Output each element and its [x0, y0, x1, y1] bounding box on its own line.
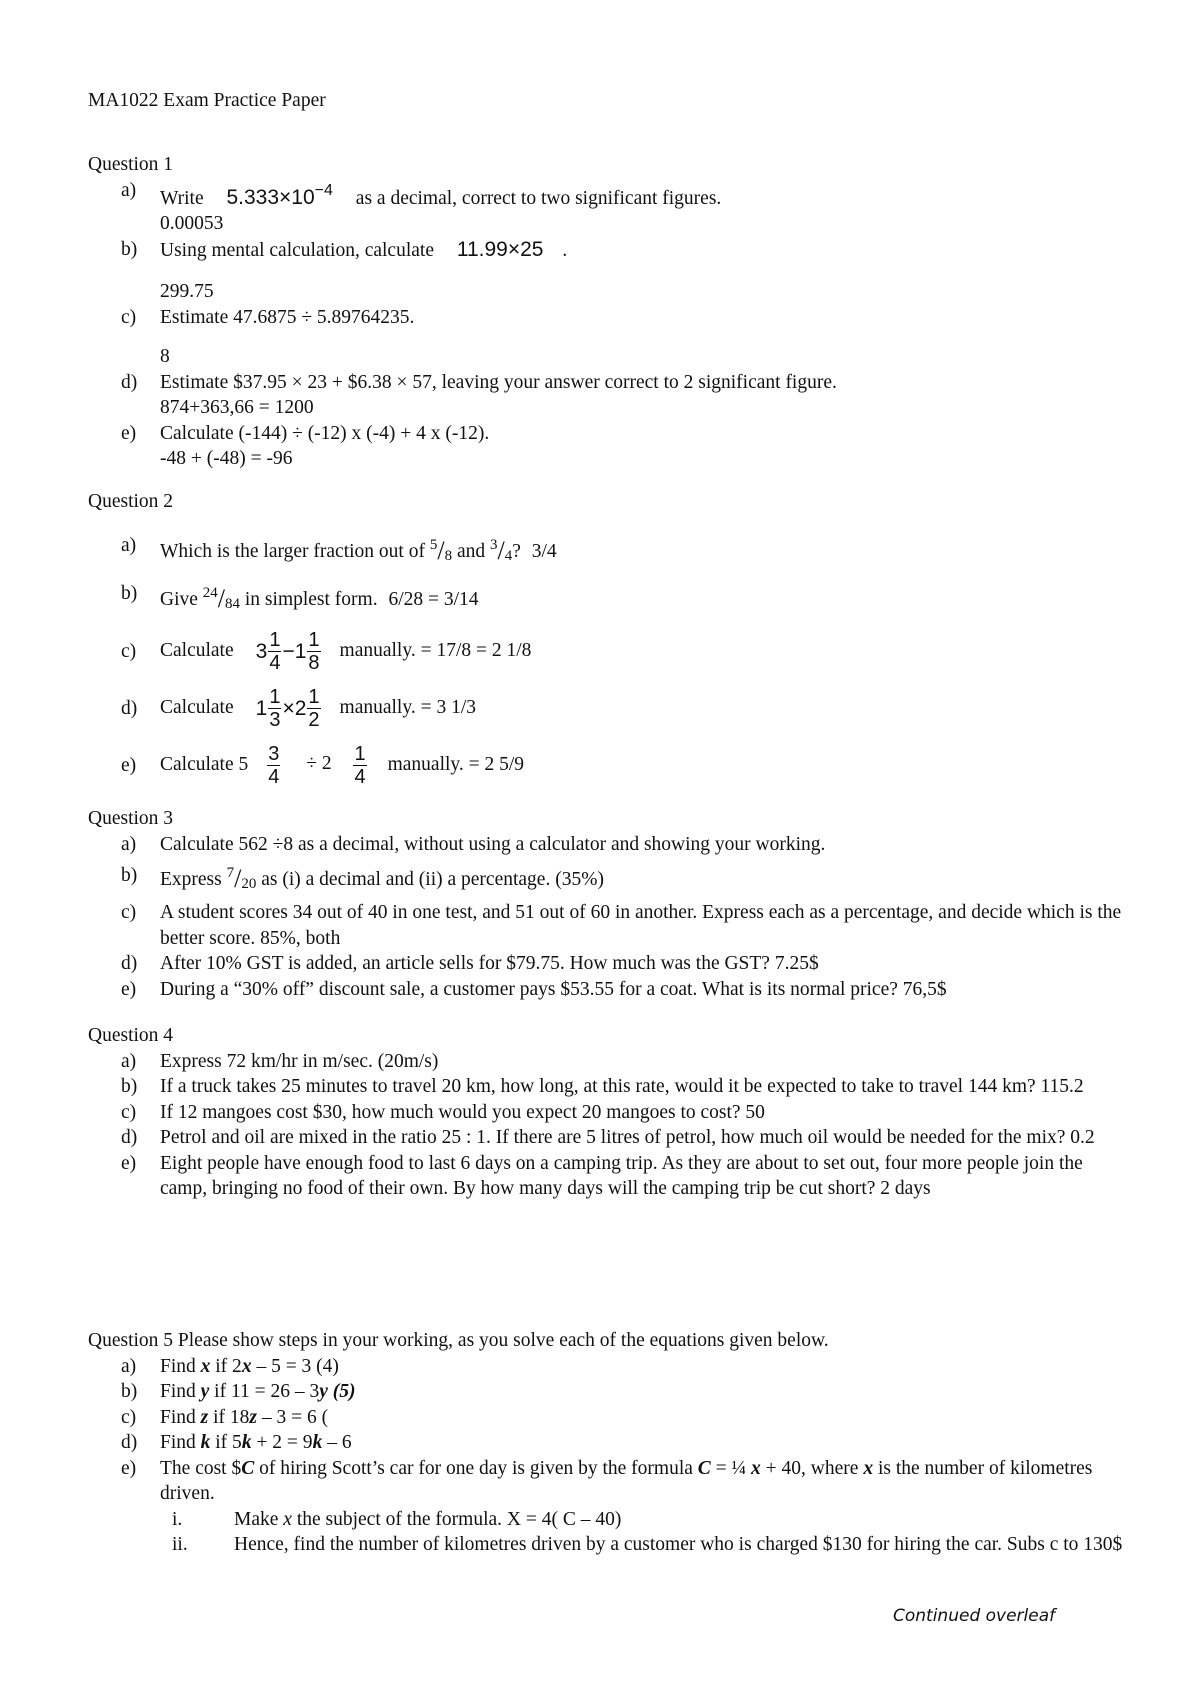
- question-2: [88, 489, 1128, 794]
- q5-item-e-i: i. Make x the subject of the formula. X = 4( C – 40): [172, 1508, 622, 1530]
- question-1-heading: Question 1: [88, 154, 174, 175]
- q4-item-a: a) Express 72 km/hr in m/sec. (20m/s): [121, 1050, 439, 1072]
- q1b-expression: 11.99×25: [456, 237, 544, 261]
- q5-item-e-ii: ii. Hence, find the number of kilometres driven by a customer who is charged $130 for hiring the car. Subs c to 130$: [172, 1534, 1123, 1555]
- q3-item-c: c) A student scores 34 out of 40 in one test, and 51 out of 60 in another. Express each as a percentage, and decide which is the better score. 85%, both: [121, 902, 1122, 949]
- q1d-answer: 874+363,66 = 1200: [160, 397, 314, 418]
- q2-item-c: c) Calculate 3 $\frac{1}{4}$ −1 $\frac{1}{8}$ manually. = 17/8 = 2 1/8: [121, 628, 532, 674]
- q3-item-a: a) Calculate 562 ÷8 as a decimal, without using a calculator and showing your working.: [121, 833, 826, 855]
- footer-continued-overleaf: Continued overleaf: [893, 1606, 1056, 1626]
- q4-item-d: d) Petrol and oil are mixed in the ratio 25 : 1. If there are 5 litres of petrol, how much oil would be needed for the mix? 0.2: [121, 1127, 1095, 1148]
- question-4-heading: Question 4: [88, 1025, 174, 1046]
- q1-item-b: b) Using mental calculation, calculate 11.99×25 . 299.75: [88, 237, 1128, 305]
- q4-item-e: e) Eight people have enough food to last 6 days on a camping trip. As they are about to set out, four more people join the camp, bringing no food of their own. By how many days will the camping trip be cut short? 2 days: [121, 1152, 1083, 1199]
- q1-item-d: d) Estimate $37.95 × 23 + $6.38 × 57, leaving your answer correct to 2 significant figure. 874+363,66 = 1200: [88, 370, 1128, 421]
- q3-item-d: d) After 10% GST is added, an article sells for $79.75. How much was the GST? 7.25$: [121, 953, 819, 974]
- q4-item-c: c) If 12 mangoes cost $30, how much would you expect 20 mangoes to cost? 50: [121, 1101, 765, 1123]
- document-title: MA1022 Exam Practice Paper: [88, 90, 326, 111]
- q2-item-a: a) Which is the larger fraction out of $^5$/8 and $^3$/4? 3/4: [121, 534, 557, 565]
- q3-item-e: e) During a “30% off” discount sale, a customer pays $53.55 for a coat. What is its normal price? 76,5$: [121, 978, 947, 1000]
- q2d-expression: 1 $\frac{1}{3}$ ×2 $\frac{1}{2}$: [255, 685, 320, 731]
- question-3: [88, 806, 1128, 1002]
- question-4: [88, 1023, 1128, 1202]
- q2-item-b: b) Give $^{24}$/84 in simplest form. 6/28 = 3/14: [121, 582, 479, 613]
- q3-item-b: b) Express $^7$/20 as (i) a decimal and (ii) a percentage. (35%): [121, 864, 604, 893]
- q1e-answer: -48 + (-48) = -96: [160, 448, 293, 469]
- q2c-expression: 3 $\frac{1}{4}$ −1 $\frac{1}{8}$: [255, 628, 320, 674]
- q2b-answer: 6/28 = 3/14: [388, 588, 479, 610]
- q1a-answer: 0.00053: [160, 213, 224, 234]
- q1c-answer: 8: [160, 346, 170, 367]
- question-5: [88, 1328, 1128, 1558]
- q5-item-d: d) Find k if 5k + 2 = 9k – 6: [121, 1432, 352, 1453]
- question-3-heading: Question 3: [88, 808, 174, 829]
- q2a-answer: 3/4: [531, 540, 557, 562]
- q1-item-e: e) Calculate (-144) ÷ (-12) x (-4) + 4 x (-12). -48 + (-48) = -96: [88, 421, 1128, 472]
- q1-item-c: c) Estimate 47.6875 ÷ 5.89764235. 8: [88, 305, 1128, 370]
- q1a-expression: $5.333\times 10^{-4}$: [226, 181, 333, 209]
- question-1: [88, 152, 1128, 472]
- q5-item-a: a) Find x if 2x – 5 = 3 (4): [121, 1355, 339, 1377]
- q1b-answer: 299.75: [160, 281, 214, 302]
- q5-item-b: b) Find y if 11 = 26 – 3y (5): [121, 1381, 356, 1402]
- q2e-expression: $\frac{3}{4}$ ÷ 2 $\frac{1}{4}$: [268, 742, 366, 788]
- q1-item-a: a) Write $5.333\times 10^{-4}$ as a decimal, correct to two significant figures. 0.00053: [88, 178, 1128, 237]
- q2-item-d: d) Calculate 1 $\frac{1}{3}$ ×2 $\frac{1}{2}$ manually. = 3 1/3: [121, 685, 476, 731]
- q5-item-e: e) The cost $C of hiring Scott’s car for one day is given by the formula C = ¼ x + 40, where x is the number of kilometres driven.: [121, 1457, 1093, 1504]
- q5-item-c: c) Find z if 18z – 3 = 6 (: [121, 1406, 329, 1428]
- q2-item-e: e) Calculate 5 $\frac{3}{4}$ ÷ 2 $\frac{1}{4}$ manually. = 2 5/9: [121, 742, 525, 788]
- question-5-heading: Question 5 Please show steps in your working, as you solve each of the equations given below.: [88, 1330, 829, 1351]
- q4-item-b: b) If a truck takes 25 minutes to travel 20 km, how long, at this rate, would it be expected to take to travel 144 km? 115.2: [121, 1076, 1084, 1097]
- question-2-heading: Question 2: [88, 491, 174, 512]
